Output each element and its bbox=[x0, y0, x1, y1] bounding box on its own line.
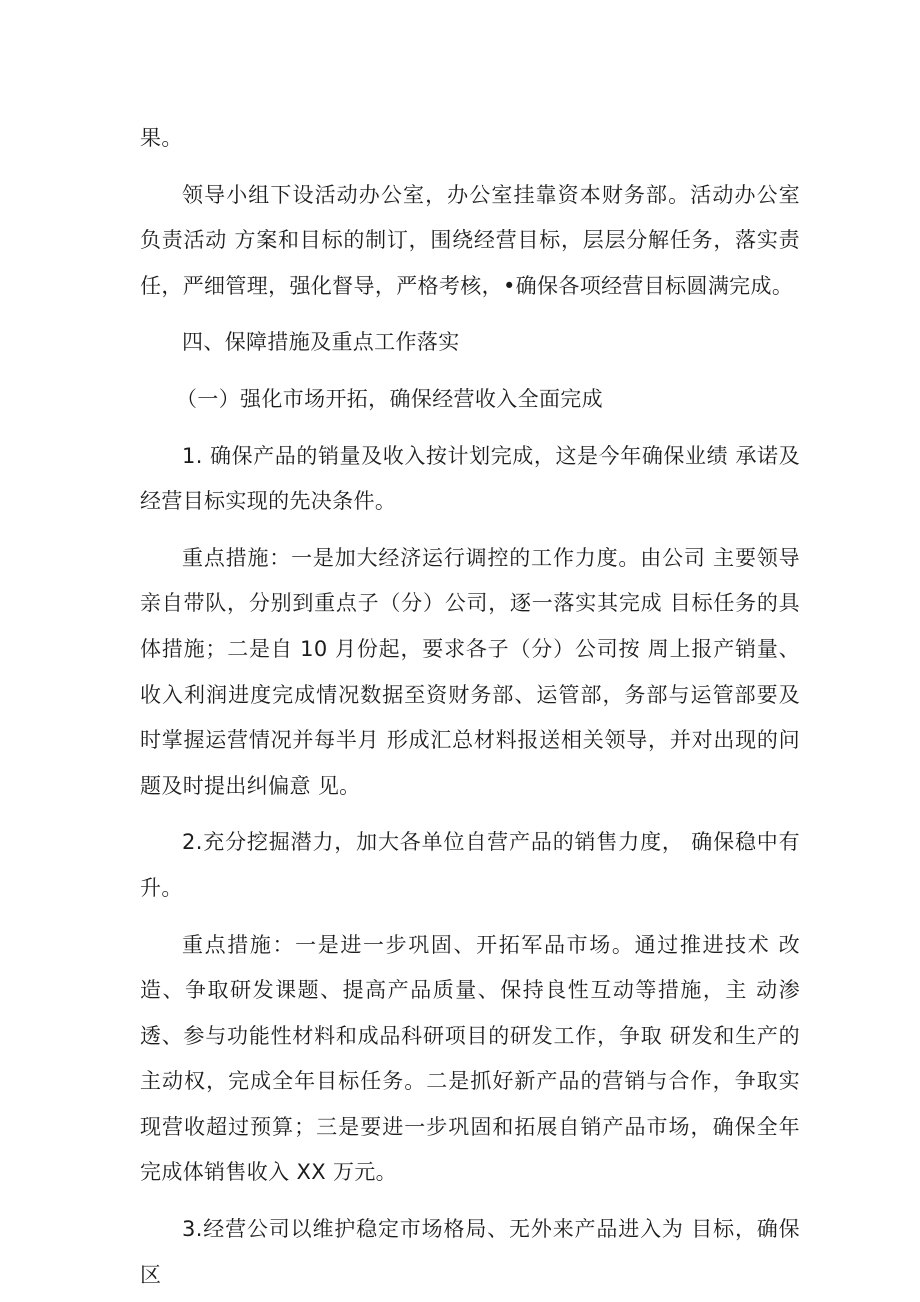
paragraph-item-1: 1. 确保产品的销量及收入按计划完成，这是今年确保业绩 承诺及经营目标实现的先决条件。 bbox=[140, 443, 800, 514]
subsection-heading: （一）强化市场开拓，确保经营收入全面完成 bbox=[176, 386, 603, 411]
section-heading: 四、保障措施及重点工作落实 bbox=[182, 330, 460, 355]
document-body bbox=[140, 116, 800, 1298]
paragraph-office: 领导小组下设活动办公室，办公室挂靠资本财务部。活动办公室负责活动 方案和目标的制订，围绕经营目标，层层分解任务，落实责任，严细管理，强化督导，严格考核，•确保各项经营目标圆满完成。 bbox=[140, 182, 800, 298]
paragraph-item-3: 3.经营公司以维护稳定市场格局、无外来产品进入为 目标，确保区 bbox=[140, 1217, 800, 1287]
paragraph-item-2: 2.充分挖掘潜力，加大各单位自营产品的销售力度， 确保稳中有升。 bbox=[140, 830, 800, 900]
paragraph-measures-2: 重点措施：一是进一步巩固、开拓军品市场。通过推进技术 改造、争取研发课题、提高产品质量、保持良性互动等措施，主 动渗透、参与功能性材料和成品科研项目的研发工作，争取 研发和生产的主动权，完成全年目标任务。二是抓好新产品的营销与合作，争取实现营收超过预算；三是要进一步巩固和拓展自销产品市场，确保全年完成体销售收入 XX 万元。 bbox=[140, 932, 800, 1185]
paragraph-continuation: 果。 bbox=[140, 126, 183, 150]
paragraph-measures-1: 重点措施：一是加大经济运行调控的工作力度。由公司 主要领导亲自带队，分别到重点子（分）公司，逐一落实其完成 目标任务的具体措施；二是自 10 月份起，要求各子（分）公司按 周上报产销量、收入利润进度完成情况数据至资财务部、运管部，务部与运管部要及时掌握运营情况并每半月 形成汇总材料报送相关领导，并对出现的问题及时提出纠偏意 见。 bbox=[140, 545, 800, 798]
